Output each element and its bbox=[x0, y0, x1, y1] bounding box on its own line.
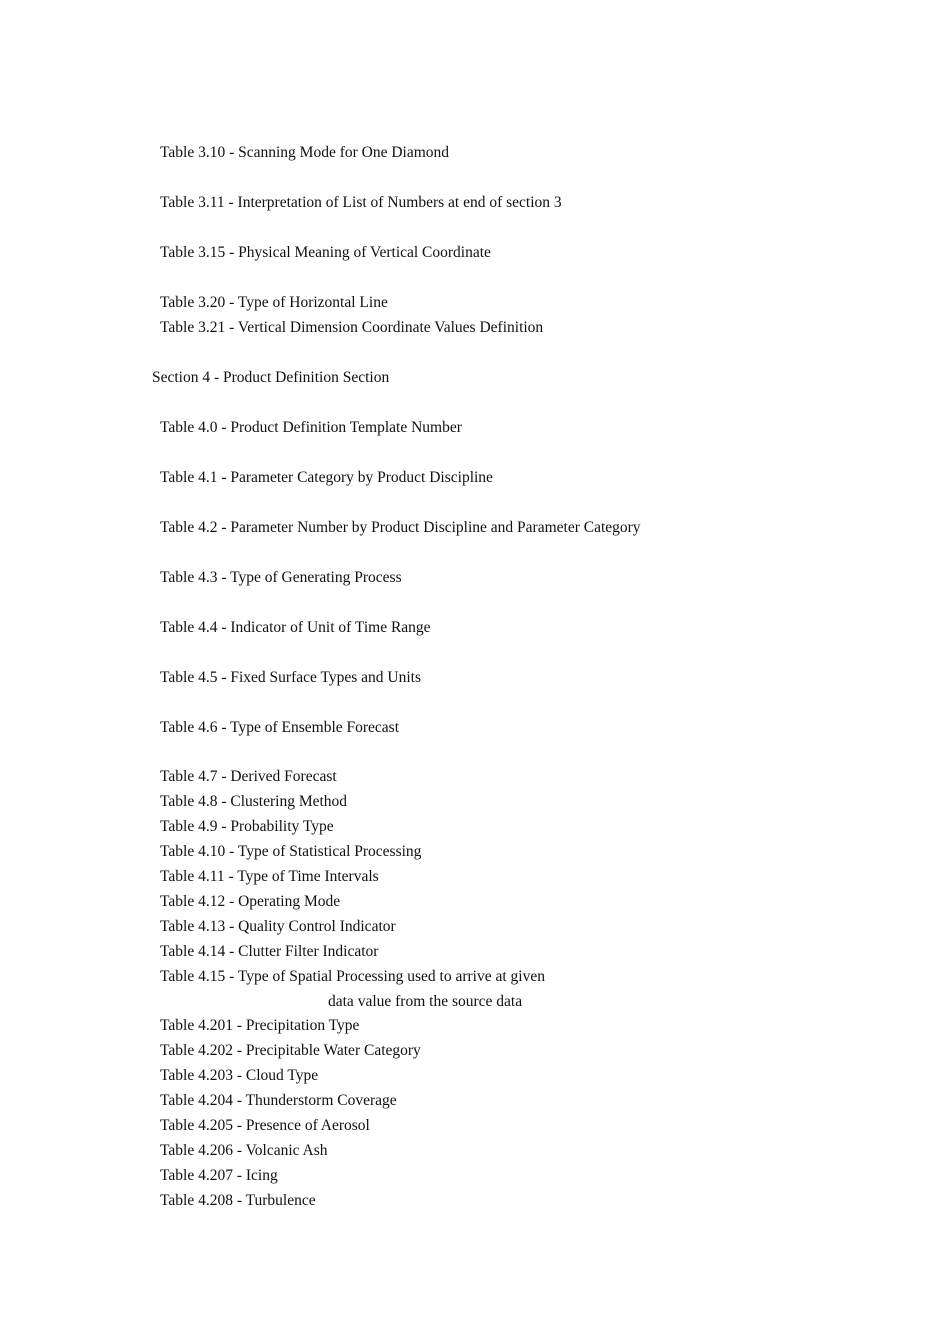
toc-entry-table-3-20: Table 3.20 - Type of Horizontal Line bbox=[160, 294, 388, 311]
toc-entry-table-4-207: Table 4.207 - Icing bbox=[160, 1167, 278, 1184]
toc-entry-table-4-10: Table 4.10 - Type of Statistical Processing bbox=[160, 843, 422, 860]
toc-entry-table-4-11: Table 4.11 - Type of Time Intervals bbox=[160, 868, 379, 885]
toc-entry-table-3-21: Table 3.21 - Vertical Dimension Coordinate Values Definition bbox=[160, 319, 544, 336]
toc-entry-table-4-2: Table 4.2 - Parameter Number by Product Discipline and Parameter Category bbox=[160, 519, 641, 536]
toc-entry-table-4-204: Table 4.204 - Thunderstorm Coverage bbox=[160, 1092, 397, 1109]
toc-entry-table-4-202: Table 4.202 - Precipitable Water Category bbox=[160, 1042, 421, 1059]
toc-entry-table-4-205: Table 4.205 - Presence of Aerosol bbox=[160, 1117, 370, 1134]
toc-entry-table-4-201: Table 4.201 - Precipitation Type bbox=[160, 1017, 360, 1034]
toc-entry-table-4-5: Table 4.5 - Fixed Surface Types and Units bbox=[160, 669, 421, 686]
toc-entry-table-4-4: Table 4.4 - Indicator of Unit of Time Range bbox=[160, 619, 431, 636]
toc-entry-table-4-203: Table 4.203 - Cloud Type bbox=[160, 1067, 319, 1084]
toc-entry-table-4-15-continuation: data value from the source data bbox=[328, 993, 523, 1010]
toc-entry-table-4-7: Table 4.7 - Derived Forecast bbox=[160, 768, 337, 785]
toc-entry-table-4-12: Table 4.12 - Operating Mode bbox=[160, 893, 341, 910]
toc-entry-table-4-208: Table 4.208 - Turbulence bbox=[160, 1192, 316, 1209]
toc-entry-table-3-10: Table 3.10 - Scanning Mode for One Diamond bbox=[160, 144, 450, 161]
toc-entry-table-4-1: Table 4.1 - Parameter Category by Product Discipline bbox=[160, 469, 493, 486]
toc-entry-table-4-13: Table 4.13 - Quality Control Indicator bbox=[160, 918, 396, 935]
toc-entry-table-4-3: Table 4.3 - Type of Generating Process bbox=[160, 569, 402, 586]
toc-entry-table-3-11: Table 3.11 - Interpretation of List of Numbers at end of section 3 bbox=[160, 194, 562, 211]
toc-entry-table-3-15: Table 3.15 - Physical Meaning of Vertical Coordinate bbox=[160, 244, 491, 261]
toc-entry-table-4-6: Table 4.6 - Type of Ensemble Forecast bbox=[160, 719, 400, 736]
toc-entry-table-4-9: Table 4.9 - Probability Type bbox=[160, 818, 334, 835]
toc-entry-table-4-0: Table 4.0 - Product Definition Template Number bbox=[160, 419, 462, 436]
toc-entry-table-4-14: Table 4.14 - Clutter Filter Indicator bbox=[160, 943, 379, 960]
toc-entry-table-4-206: Table 4.206 - Volcanic Ash bbox=[160, 1142, 328, 1159]
toc-entry-table-4-15: Table 4.15 - Type of Spatial Processing used to arrive at given bbox=[160, 968, 545, 985]
section-4-heading: Section 4 - Product Definition Section bbox=[152, 369, 390, 386]
toc-entry-table-4-8: Table 4.8 - Clustering Method bbox=[160, 793, 348, 810]
